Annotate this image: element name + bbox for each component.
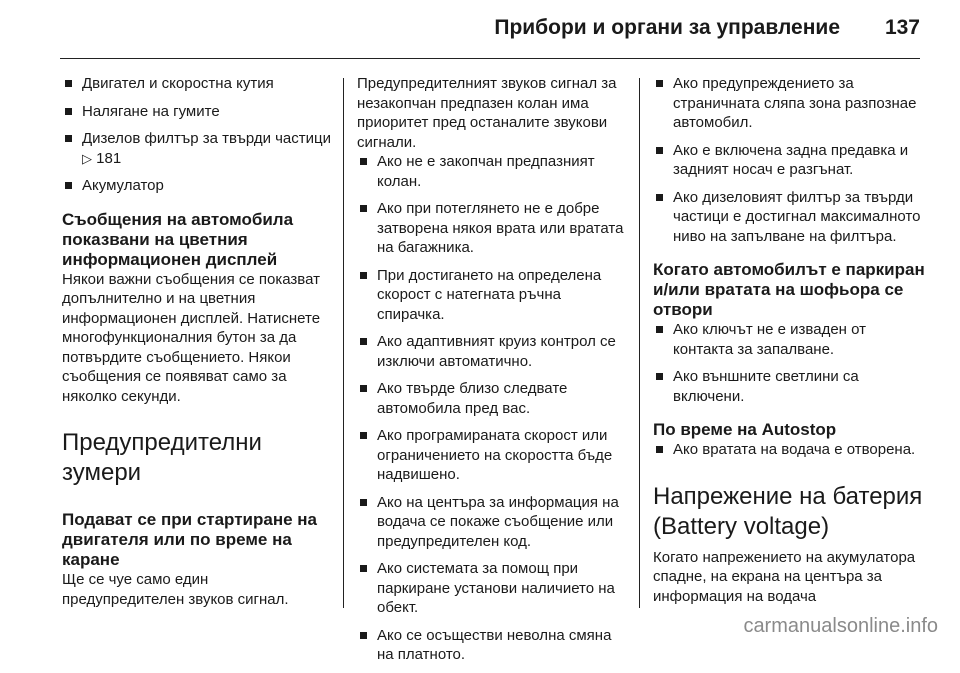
column-3: [653, 74, 925, 606]
list-item: Ако ключът не е изваден от контакта за запалване.: [653, 320, 925, 359]
autostop-chime-list: [653, 440, 925, 460]
bullet-square-icon: [65, 80, 72, 87]
bullet-square-icon: [656, 194, 663, 201]
list-item: Ако външните светлини са включени.: [653, 367, 925, 406]
bullet-square-icon: [360, 632, 367, 639]
list-item: Ако дизеловият филтър за твърди частици е достигнал максималното ниво на запълване на филтъра.: [653, 188, 925, 247]
section-title: Предупредителни зумери: [62, 429, 262, 486]
list-item: Ако е включена задна предавка и задният носач е разгънат.: [653, 141, 925, 180]
list-item: Дизелов филтър за твърди частици ▷ 181: [62, 129, 332, 168]
header-divider: [60, 58, 920, 59]
section-title: Напрежение на батерия (Battery voltage): [653, 482, 923, 540]
bullet-square-icon: [360, 432, 367, 439]
bullet-square-icon: [656, 326, 663, 333]
page-number: 137: [884, 16, 920, 39]
list-item: Ако програмираната скорост или ограничението на скоростта бъде надвишено.: [357, 426, 627, 485]
bullet-square-icon: [65, 182, 72, 189]
warning-chime-list-continued: [653, 74, 925, 246]
list-item: Двигател и скоростна кутия: [62, 74, 332, 94]
column-1: [62, 74, 332, 609]
column-divider-1: [343, 78, 344, 608]
list-item: При достигането на определена скорост с натегната ръчна спирачка.: [357, 266, 627, 325]
warning-chime-list: [357, 152, 627, 665]
section-heading: По време на Autostop: [653, 420, 837, 439]
watermark: carmanualsonline.info: [743, 615, 938, 637]
section-body: Някои важни съобщения се показват допълнително и на цветния информационен дисплей. Натиснете многофункционалния бутон за да потвърдите съобщението. Някои съобщения се появяват само за няколко секунди.: [62, 270, 321, 405]
list-item: Ако при потеглянето не е добре затворена някоя врата или вратата на багажника.: [357, 199, 627, 258]
column-divider-2: [639, 78, 640, 608]
bullet-square-icon: [65, 108, 72, 115]
list-item: Ако предупреждението за страничната сляпа зона разпознае автомобил.: [653, 74, 925, 133]
column-2: [357, 74, 627, 673]
bullet-square-icon: [65, 135, 72, 142]
bullet-square-icon: [360, 205, 367, 212]
bullet-square-icon: [656, 147, 663, 154]
section-heading: Когато автомобилът е паркиран и/или вратата на шофьора се отвори: [653, 260, 925, 319]
page-reference-arrow-icon[interactable]: ▷: [82, 150, 92, 166]
section-heading: Подават се при стартиране на двигателя или по време на каране: [62, 510, 317, 569]
list-item: Ако твърде близо следвате автомобила пред вас.: [357, 379, 627, 418]
parked-chime-list: [653, 320, 925, 406]
bullet-square-icon: [360, 158, 367, 165]
list-item: Ако на центъра за информация на водача се покаже съобщение или предупредителен код.: [357, 493, 627, 552]
bullet-square-icon: [360, 272, 367, 279]
page-title: Прибори и органи за управление: [494, 16, 840, 39]
bullet-square-icon: [656, 446, 663, 453]
page-reference[interactable]: 181: [96, 149, 122, 167]
intro-paragraph: Предупредителният звуков сигнал за незакопчан предпазен колан има приоритет пред останалите звукови сигнали.: [357, 75, 617, 151]
bullet-square-icon: [656, 373, 663, 380]
page-header: [0, 0, 960, 60]
bullet-square-icon: [360, 499, 367, 506]
section-heading: Съобщения на автомобила показвани на цветния информационен дисплей: [62, 209, 294, 269]
indicator-list: [62, 74, 332, 196]
list-item: Ако адаптивният круиз контрол се изключи автоматично.: [357, 332, 627, 371]
list-item: Акумулатор: [62, 176, 332, 196]
bullet-square-icon: [360, 338, 367, 345]
section-body: Ще се чуе само един предупредителен звуков сигнал.: [62, 571, 289, 608]
bullet-square-icon: [360, 385, 367, 392]
bullet-square-icon: [656, 80, 663, 87]
section-body: Когато напрежението на акумулатора спадне, на екрана на центъра за информация на водача: [653, 548, 916, 605]
list-item: Ако системата за помощ при паркиране установи наличието на обект.: [357, 559, 627, 618]
bullet-square-icon: [360, 565, 367, 572]
list-item: Налягане на гумите: [62, 102, 332, 122]
list-item: Ако се осъществи неволна смяна на платното.: [357, 626, 627, 665]
list-item: Ако вратата на водача е отворена.: [653, 440, 925, 460]
list-item: Ако не е закопчан предпазният колан.: [357, 152, 627, 191]
